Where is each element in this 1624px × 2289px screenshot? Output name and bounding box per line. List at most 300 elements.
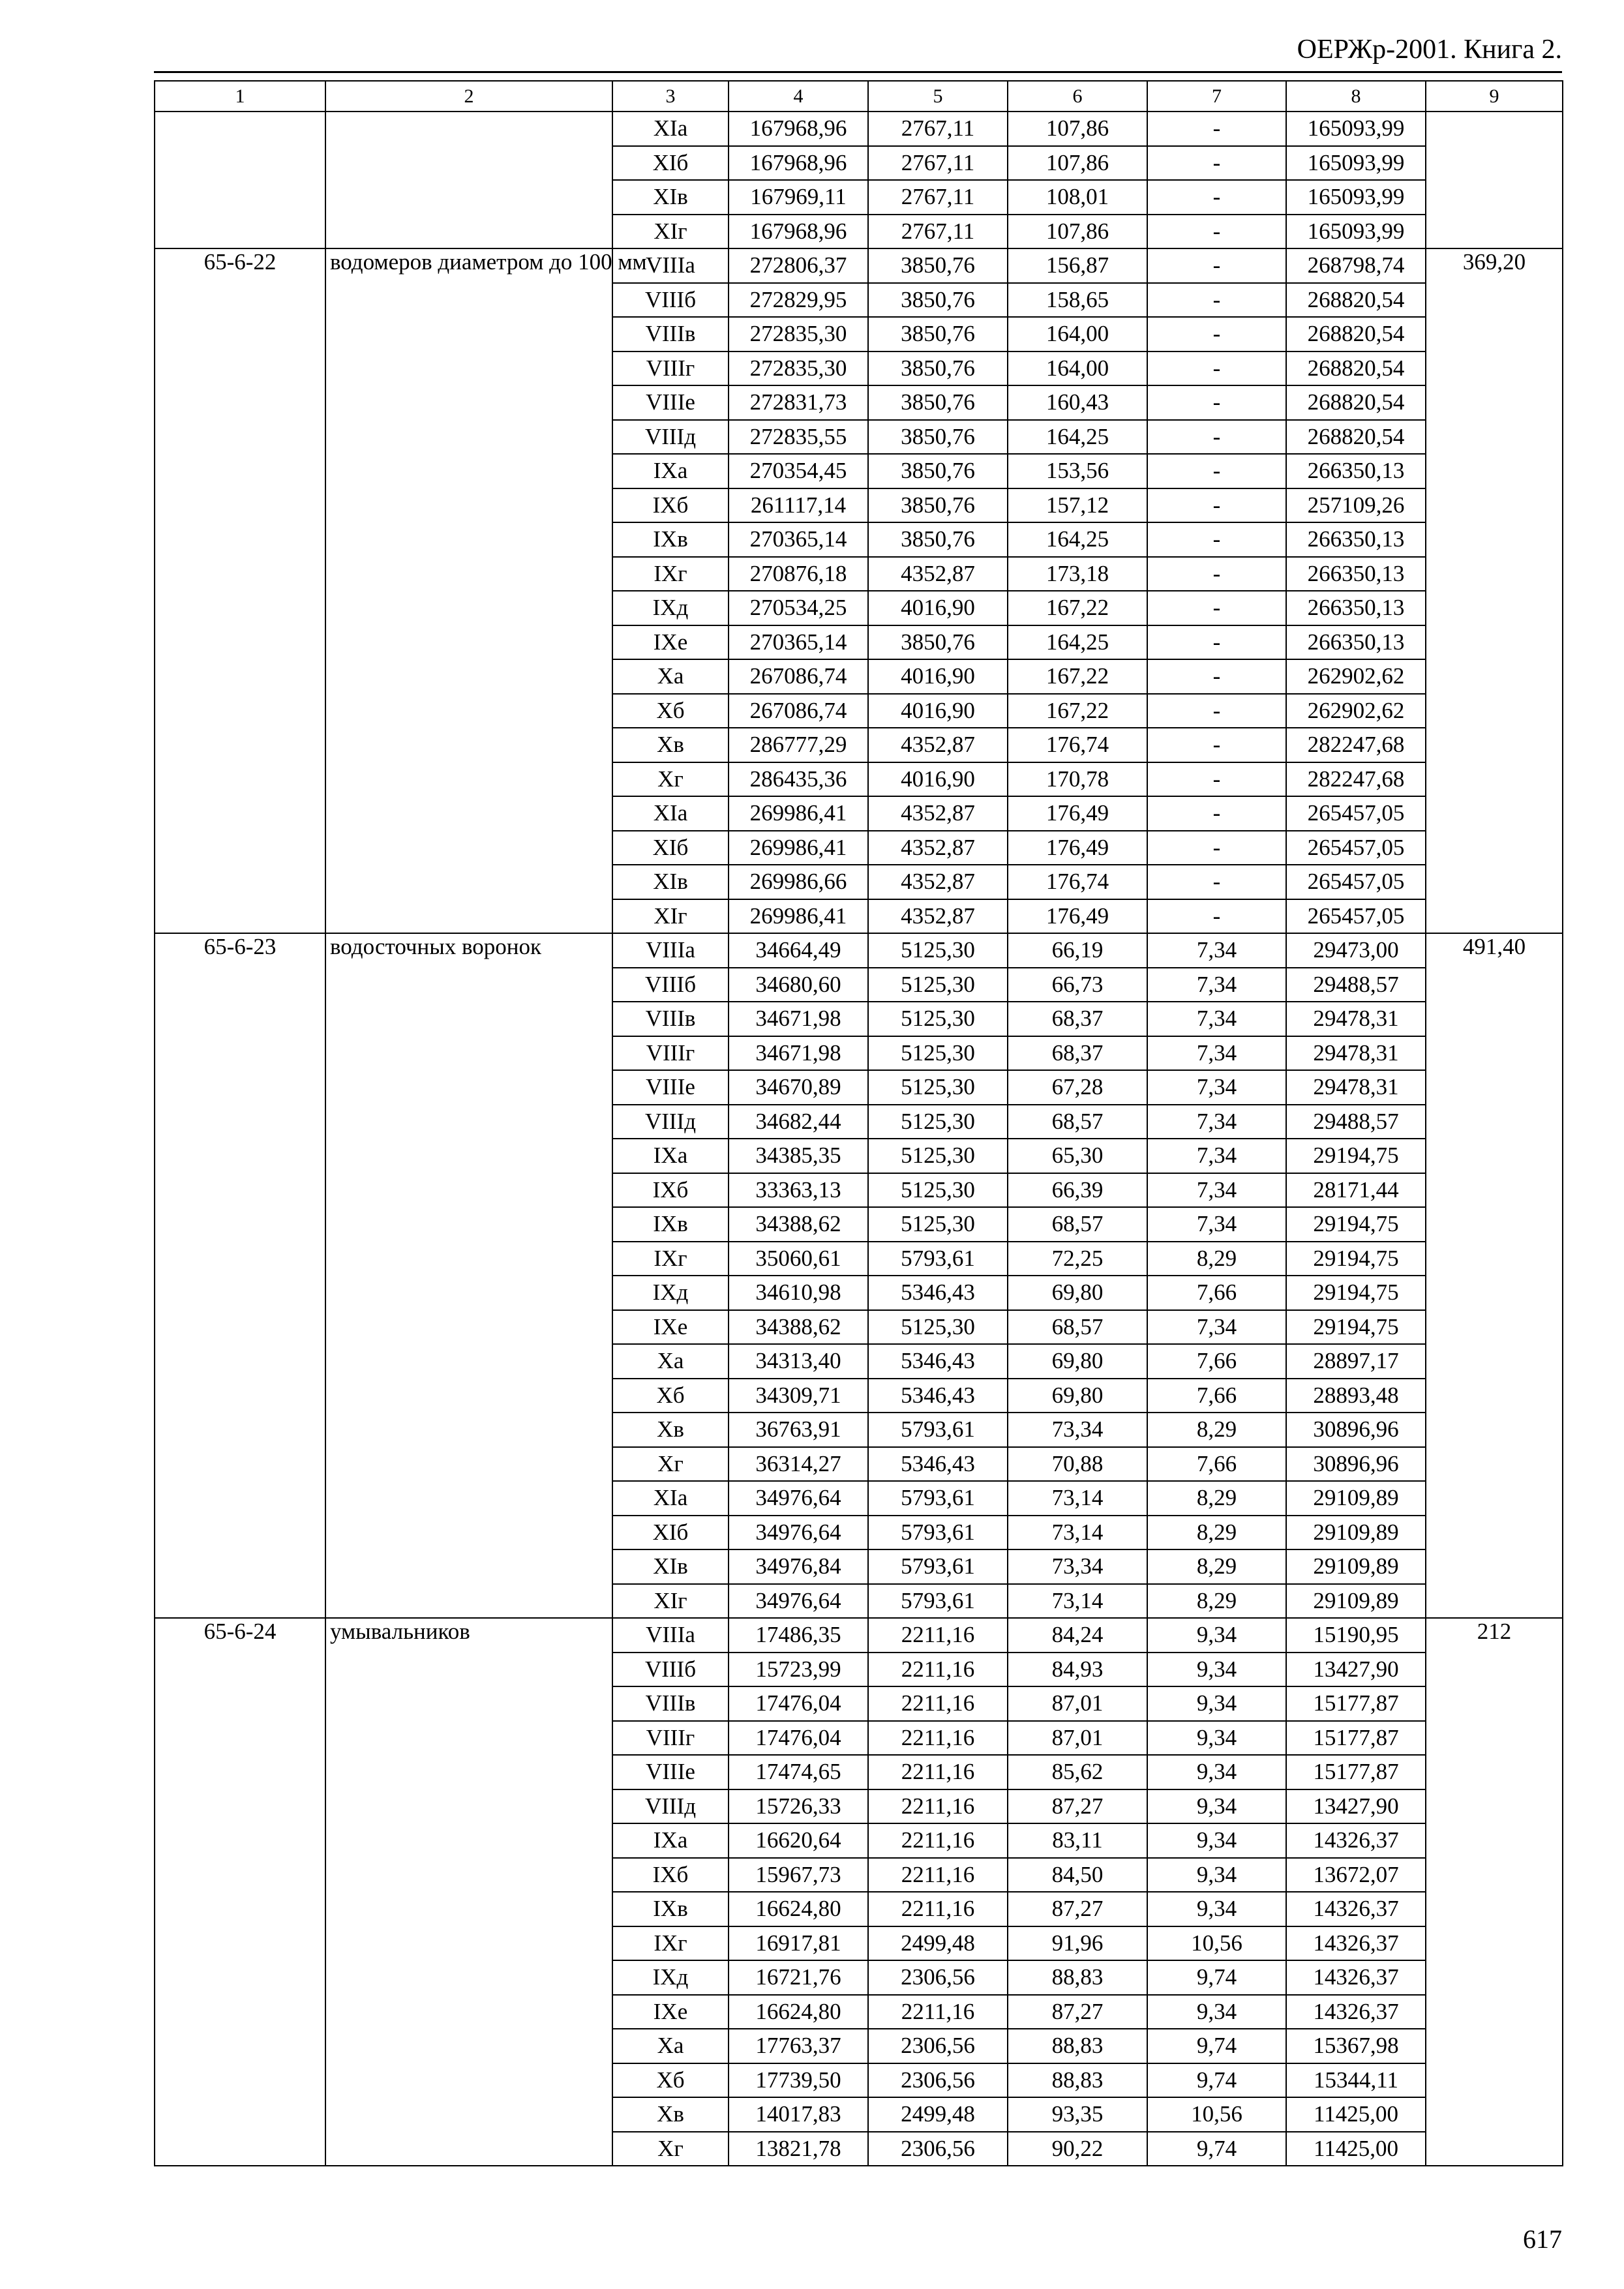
materials-cost-cell: 268798,74 — [1286, 248, 1426, 283]
materials-cost-cell: 13672,07 — [1286, 1858, 1426, 1893]
page-number: 617 — [1523, 2224, 1562, 2254]
machine-cost-cell: 69,80 — [1008, 1276, 1147, 1310]
machine-cost-cell: 91,96 — [1008, 1926, 1147, 1961]
zone-cell: VIIIе — [612, 385, 729, 420]
wages-cell: 4016,90 — [868, 591, 1008, 625]
driver-wages-cell: - — [1147, 180, 1286, 215]
driver-wages-cell: - — [1147, 420, 1286, 455]
total-cost-cell: 34682,44 — [729, 1105, 868, 1139]
driver-wages-cell: 9,34 — [1147, 1686, 1286, 1721]
zone-cell: Xв — [612, 2097, 729, 2132]
wages-cell: 3850,76 — [868, 283, 1008, 318]
materials-cost-cell: 15344,11 — [1286, 2063, 1426, 2098]
wages-cell: 2306,56 — [868, 2029, 1008, 2063]
materials-cost-cell: 266350,13 — [1286, 557, 1426, 591]
machine-cost-cell: 72,25 — [1008, 1242, 1147, 1276]
wages-cell: 5125,30 — [868, 968, 1008, 1002]
wages-cell: 2767,11 — [868, 180, 1008, 215]
materials-cost-cell: 29194,75 — [1286, 1276, 1426, 1310]
total-cost-cell: 34680,60 — [729, 968, 868, 1002]
wages-cell: 4352,87 — [868, 865, 1008, 899]
machine-cost-cell: 173,18 — [1008, 557, 1147, 591]
wages-cell: 2211,16 — [868, 1995, 1008, 2029]
driver-wages-cell: 8,29 — [1147, 1516, 1286, 1550]
name-cell: водосточных воронок — [325, 933, 612, 1618]
name-cell — [325, 112, 612, 248]
materials-cost-cell: 14326,37 — [1286, 1892, 1426, 1926]
driver-wages-cell: - — [1147, 728, 1286, 762]
total-cost-cell: 16624,80 — [729, 1995, 868, 2029]
zone-cell: VIIIа — [612, 1618, 729, 1653]
zone-cell: Xб — [612, 694, 729, 728]
total-cost-cell: 34664,49 — [729, 933, 868, 968]
machine-cost-cell: 167,22 — [1008, 694, 1147, 728]
driver-wages-cell: - — [1147, 659, 1286, 694]
machine-cost-cell: 66,73 — [1008, 968, 1147, 1002]
zone-cell: IXд — [612, 1960, 729, 1995]
wages-cell: 5346,43 — [868, 1447, 1008, 1482]
zone-cell: VIIIг — [612, 352, 729, 386]
machine-cost-cell: 176,49 — [1008, 796, 1147, 831]
wages-cell: 5125,30 — [868, 1002, 1008, 1036]
zone-cell: VIIIа — [612, 248, 729, 283]
wages-cell: 5346,43 — [868, 1344, 1008, 1379]
materials-cost-cell: 266350,13 — [1286, 522, 1426, 557]
total-cost-cell: 17739,50 — [729, 2063, 868, 2098]
machine-cost-cell: 87,27 — [1008, 1892, 1147, 1926]
driver-wages-cell: - — [1147, 283, 1286, 318]
driver-wages-cell: - — [1147, 385, 1286, 420]
total-cost-cell: 33363,13 — [729, 1173, 868, 1208]
zone-cell: IXд — [612, 591, 729, 625]
driver-wages-cell: 7,66 — [1147, 1276, 1286, 1310]
machine-cost-cell: 66,19 — [1008, 933, 1147, 968]
zone-cell: IXг — [612, 557, 729, 591]
driver-wages-cell: - — [1147, 625, 1286, 660]
total-cost-cell: 167968,96 — [729, 215, 868, 249]
wages-cell: 4352,87 — [868, 796, 1008, 831]
materials-cost-cell: 265457,05 — [1286, 865, 1426, 899]
zone-cell: XIа — [612, 112, 729, 146]
zone-cell: VIIIа — [612, 933, 729, 968]
total-cost-cell: 34976,64 — [729, 1516, 868, 1550]
driver-wages-cell: 9,74 — [1147, 2063, 1286, 2098]
materials-cost-cell: 29194,75 — [1286, 1139, 1426, 1173]
total-cost-cell: 267086,74 — [729, 694, 868, 728]
total-cost-cell: 35060,61 — [729, 1242, 868, 1276]
machine-cost-cell: 73,14 — [1008, 1481, 1147, 1516]
wages-cell: 3850,76 — [868, 248, 1008, 283]
driver-wages-cell: 9,34 — [1147, 1823, 1286, 1858]
driver-wages-cell: 7,34 — [1147, 968, 1286, 1002]
materials-cost-cell: 268820,54 — [1286, 420, 1426, 455]
materials-cost-cell: 14326,37 — [1286, 1960, 1426, 1995]
total-cost-cell: 269986,41 — [729, 831, 868, 865]
zone-cell: XIб — [612, 146, 729, 181]
driver-wages-cell: 7,34 — [1147, 1207, 1286, 1242]
driver-wages-cell: 7,34 — [1147, 1173, 1286, 1208]
driver-wages-cell: 9,34 — [1147, 1858, 1286, 1893]
zone-cell: VIIIб — [612, 968, 729, 1002]
machine-cost-cell: 88,83 — [1008, 1960, 1147, 1995]
code-cell: 65-6-23 — [155, 933, 325, 1618]
name-cell: умывальников — [325, 1618, 612, 2166]
total-cost-cell: 13821,78 — [729, 2132, 868, 2166]
total-cost-cell: 270534,25 — [729, 591, 868, 625]
code-cell: 65-6-24 — [155, 1618, 325, 2166]
table-row — [155, 1618, 1563, 1653]
wages-cell: 2211,16 — [868, 1823, 1008, 1858]
driver-wages-cell: 9,34 — [1147, 1618, 1286, 1653]
zone-cell: IXб — [612, 1858, 729, 1893]
zone-cell: XIа — [612, 796, 729, 831]
zone-cell: Xа — [612, 1344, 729, 1379]
driver-wages-cell: 9,34 — [1147, 1653, 1286, 1687]
machine-cost-cell: 87,27 — [1008, 1789, 1147, 1824]
table-row — [155, 112, 1563, 146]
total-cost-cell: 34313,40 — [729, 1344, 868, 1379]
materials-cost-cell: 15190,95 — [1286, 1618, 1426, 1653]
total-cost-cell: 16721,76 — [729, 1960, 868, 1995]
machine-cost-cell: 160,43 — [1008, 385, 1147, 420]
zone-cell: VIIIв — [612, 1002, 729, 1036]
materials-cost-cell: 282247,68 — [1286, 762, 1426, 797]
zone-cell: IXв — [612, 1207, 729, 1242]
materials-cost-cell: 165093,99 — [1286, 146, 1426, 181]
wages-cell: 2306,56 — [868, 2063, 1008, 2098]
zone-cell: IXг — [612, 1926, 729, 1961]
materials-cost-cell: 28171,44 — [1286, 1173, 1426, 1208]
machine-cost-cell: 67,28 — [1008, 1070, 1147, 1105]
wages-cell: 3850,76 — [868, 352, 1008, 386]
total-cost-cell: 17476,04 — [729, 1686, 868, 1721]
materials-cost-cell: 165093,99 — [1286, 112, 1426, 146]
zone-cell: VIIIв — [612, 317, 729, 352]
zone-cell: IXб — [612, 488, 729, 523]
total-cost-cell: 14017,83 — [729, 2097, 868, 2132]
materials-cost-cell: 29488,57 — [1286, 968, 1426, 1002]
driver-wages-cell: 7,34 — [1147, 1070, 1286, 1105]
total-cost-cell: 17476,04 — [729, 1721, 868, 1756]
machine-cost-cell: 107,86 — [1008, 112, 1147, 146]
zone-cell: VIIIд — [612, 420, 729, 455]
driver-wages-cell: - — [1147, 248, 1286, 283]
machine-cost-cell: 73,34 — [1008, 1549, 1147, 1584]
materials-cost-cell: 268820,54 — [1286, 385, 1426, 420]
total-cost-cell: 34670,89 — [729, 1070, 868, 1105]
wages-cell: 4352,87 — [868, 557, 1008, 591]
wages-cell: 2767,11 — [868, 215, 1008, 249]
zone-cell: Xг — [612, 2132, 729, 2166]
machine-cost-cell: 164,00 — [1008, 317, 1147, 352]
driver-wages-cell: - — [1147, 215, 1286, 249]
machine-cost-cell: 157,12 — [1008, 488, 1147, 523]
machine-cost-cell: 107,86 — [1008, 146, 1147, 181]
total-cost-cell: 272829,95 — [729, 283, 868, 318]
total-cost-cell: 34385,35 — [729, 1139, 868, 1173]
materials-cost-cell: 266350,13 — [1286, 591, 1426, 625]
wages-cell: 5793,61 — [868, 1413, 1008, 1447]
zone-cell: XIб — [612, 1516, 729, 1550]
table-row — [155, 248, 1563, 283]
materials-cost-cell: 268820,54 — [1286, 317, 1426, 352]
driver-wages-cell: - — [1147, 899, 1286, 934]
total-cost-cell: 34388,62 — [729, 1310, 868, 1345]
total-cost-cell: 17486,35 — [729, 1618, 868, 1653]
driver-wages-cell: 8,29 — [1147, 1242, 1286, 1276]
zone-cell: VIIIг — [612, 1721, 729, 1756]
total-cost-cell: 16624,80 — [729, 1892, 868, 1926]
materials-cost-cell: 30896,96 — [1286, 1413, 1426, 1447]
wages-cell: 5346,43 — [868, 1276, 1008, 1310]
total-cost-cell: 270876,18 — [729, 557, 868, 591]
driver-wages-cell: 10,56 — [1147, 2097, 1286, 2132]
column-number: 2 — [325, 81, 612, 112]
materials-cost-cell: 257109,26 — [1286, 488, 1426, 523]
wages-cell: 5125,30 — [868, 1070, 1008, 1105]
driver-wages-cell: 7,66 — [1147, 1344, 1286, 1379]
zone-cell: IXа — [612, 1139, 729, 1173]
driver-wages-cell: - — [1147, 865, 1286, 899]
zone-cell: XIб — [612, 831, 729, 865]
materials-cost-cell: 30896,96 — [1286, 1447, 1426, 1482]
driver-wages-cell: - — [1147, 112, 1286, 146]
code-cell — [155, 112, 325, 248]
wages-cell: 5125,30 — [868, 933, 1008, 968]
materials-cost-cell: 29109,89 — [1286, 1549, 1426, 1584]
total-cost-cell: 269986,41 — [729, 899, 868, 934]
machine-cost-cell: 65,30 — [1008, 1139, 1147, 1173]
column-number: 3 — [612, 81, 729, 112]
machine-cost-cell: 88,83 — [1008, 2029, 1147, 2063]
wages-cell: 5793,61 — [868, 1242, 1008, 1276]
wages-cell: 3850,76 — [868, 522, 1008, 557]
total-cost-cell: 270354,45 — [729, 454, 868, 488]
wages-cell: 2767,11 — [868, 112, 1008, 146]
machine-cost-cell: 93,35 — [1008, 2097, 1147, 2132]
column-number: 9 — [1426, 81, 1563, 112]
column-number: 5 — [868, 81, 1008, 112]
wages-cell: 5125,30 — [868, 1310, 1008, 1345]
machine-cost-cell: 167,22 — [1008, 659, 1147, 694]
zone-cell: XIв — [612, 180, 729, 215]
machine-cost-cell: 73,34 — [1008, 1413, 1147, 1447]
driver-wages-cell: - — [1147, 146, 1286, 181]
wages-cell: 5793,61 — [868, 1549, 1008, 1584]
wages-cell: 4016,90 — [868, 659, 1008, 694]
zone-cell: VIIIд — [612, 1789, 729, 1824]
wages-cell: 2306,56 — [868, 2132, 1008, 2166]
zone-cell: VIIIв — [612, 1686, 729, 1721]
total-cost-cell: 269986,66 — [729, 865, 868, 899]
wages-cell: 2499,48 — [868, 1926, 1008, 1961]
driver-wages-cell: - — [1147, 317, 1286, 352]
driver-wages-cell: 9,34 — [1147, 1892, 1286, 1926]
wages-cell: 4016,90 — [868, 694, 1008, 728]
driver-wages-cell: 7,66 — [1147, 1379, 1286, 1413]
driver-wages-cell: - — [1147, 352, 1286, 386]
wages-cell: 2211,16 — [868, 1755, 1008, 1789]
zone-cell: XIа — [612, 1481, 729, 1516]
zone-cell: IXд — [612, 1276, 729, 1310]
wages-cell: 4352,87 — [868, 899, 1008, 934]
machine-cost-cell: 85,62 — [1008, 1755, 1147, 1789]
driver-wages-cell: 7,34 — [1147, 1036, 1286, 1071]
zone-cell: Xв — [612, 728, 729, 762]
zone-cell: Xв — [612, 1413, 729, 1447]
machine-cost-cell: 84,93 — [1008, 1653, 1147, 1687]
extra-value-cell — [1426, 112, 1563, 248]
total-cost-cell: 269986,41 — [729, 796, 868, 831]
materials-cost-cell: 29478,31 — [1286, 1070, 1426, 1105]
wages-cell: 5793,61 — [868, 1516, 1008, 1550]
document-header-title: ОЕРЖр-2001. Книга 2. — [1297, 35, 1562, 65]
driver-wages-cell: 7,34 — [1147, 933, 1286, 968]
total-cost-cell: 286777,29 — [729, 728, 868, 762]
wages-cell: 2211,16 — [868, 1858, 1008, 1893]
driver-wages-cell: - — [1147, 591, 1286, 625]
driver-wages-cell: - — [1147, 522, 1286, 557]
zone-cell: Xг — [612, 762, 729, 797]
extra-value-cell: 369,20 — [1426, 248, 1563, 933]
total-cost-cell: 167968,96 — [729, 112, 868, 146]
materials-cost-cell: 262902,62 — [1286, 659, 1426, 694]
materials-cost-cell: 268820,54 — [1286, 283, 1426, 318]
materials-cost-cell: 28893,48 — [1286, 1379, 1426, 1413]
zone-cell: XIв — [612, 1549, 729, 1584]
zone-cell: Xб — [612, 2063, 729, 2098]
wages-cell: 2306,56 — [868, 1960, 1008, 1995]
wages-cell: 2211,16 — [868, 1789, 1008, 1824]
wages-cell: 4352,87 — [868, 728, 1008, 762]
driver-wages-cell: 7,34 — [1147, 1310, 1286, 1345]
materials-cost-cell: 29473,00 — [1286, 933, 1426, 968]
total-cost-cell: 167968,96 — [729, 146, 868, 181]
machine-cost-cell: 164,25 — [1008, 625, 1147, 660]
driver-wages-cell: 9,34 — [1147, 1721, 1286, 1756]
materials-cost-cell: 29478,31 — [1286, 1002, 1426, 1036]
extra-value-cell: 212 — [1426, 1618, 1563, 2166]
materials-cost-cell: 15177,87 — [1286, 1755, 1426, 1789]
wages-cell: 4016,90 — [868, 762, 1008, 797]
total-cost-cell: 34309,71 — [729, 1379, 868, 1413]
machine-cost-cell: 69,80 — [1008, 1379, 1147, 1413]
driver-wages-cell: - — [1147, 796, 1286, 831]
wages-cell: 3850,76 — [868, 488, 1008, 523]
machine-cost-cell: 108,01 — [1008, 180, 1147, 215]
code-cell: 65-6-22 — [155, 248, 325, 933]
materials-cost-cell: 11425,00 — [1286, 2132, 1426, 2166]
total-cost-cell: 17474,65 — [729, 1755, 868, 1789]
materials-cost-cell: 13427,90 — [1286, 1789, 1426, 1824]
zone-cell: Xа — [612, 2029, 729, 2063]
total-cost-cell: 286435,36 — [729, 762, 868, 797]
wages-cell: 5125,30 — [868, 1207, 1008, 1242]
wages-cell: 5793,61 — [868, 1584, 1008, 1619]
total-cost-cell: 34388,62 — [729, 1207, 868, 1242]
driver-wages-cell: 8,29 — [1147, 1413, 1286, 1447]
materials-cost-cell: 165093,99 — [1286, 180, 1426, 215]
zone-cell: Xг — [612, 1447, 729, 1482]
wages-cell: 5125,30 — [868, 1036, 1008, 1071]
zone-cell: VIIIд — [612, 1105, 729, 1139]
wages-cell: 2211,16 — [868, 1721, 1008, 1756]
extra-value-cell: 491,40 — [1426, 933, 1563, 1618]
zone-cell: IXб — [612, 1173, 729, 1208]
total-cost-cell: 261117,14 — [729, 488, 868, 523]
driver-wages-cell: 7,34 — [1147, 1139, 1286, 1173]
machine-cost-cell: 158,65 — [1008, 283, 1147, 318]
wages-cell: 2767,11 — [868, 146, 1008, 181]
materials-cost-cell: 11425,00 — [1286, 2097, 1426, 2132]
total-cost-cell: 272835,30 — [729, 352, 868, 386]
materials-cost-cell: 29109,89 — [1286, 1481, 1426, 1516]
total-cost-cell: 34671,98 — [729, 1036, 868, 1071]
wages-cell: 3850,76 — [868, 454, 1008, 488]
driver-wages-cell: 10,56 — [1147, 1926, 1286, 1961]
materials-cost-cell: 14326,37 — [1286, 1995, 1426, 2029]
driver-wages-cell: 7,34 — [1147, 1002, 1286, 1036]
column-number: 7 — [1147, 81, 1286, 112]
wages-cell: 5793,61 — [868, 1481, 1008, 1516]
column-number: 6 — [1008, 81, 1147, 112]
machine-cost-cell: 87,01 — [1008, 1686, 1147, 1721]
zone-cell: XIг — [612, 899, 729, 934]
zone-cell: VIIIе — [612, 1070, 729, 1105]
materials-cost-cell: 165093,99 — [1286, 215, 1426, 249]
materials-cost-cell: 15177,87 — [1286, 1721, 1426, 1756]
machine-cost-cell: 70,88 — [1008, 1447, 1147, 1482]
machine-cost-cell: 68,57 — [1008, 1105, 1147, 1139]
wages-cell: 3850,76 — [868, 317, 1008, 352]
wages-cell: 3850,76 — [868, 420, 1008, 455]
machine-cost-cell: 107,86 — [1008, 215, 1147, 249]
machine-cost-cell: 68,57 — [1008, 1207, 1147, 1242]
table-row — [155, 933, 1563, 968]
materials-cost-cell: 29109,89 — [1286, 1584, 1426, 1619]
materials-cost-cell: 29478,31 — [1286, 1036, 1426, 1071]
machine-cost-cell: 170,78 — [1008, 762, 1147, 797]
materials-cost-cell: 282247,68 — [1286, 728, 1426, 762]
wages-cell: 2211,16 — [868, 1653, 1008, 1687]
column-number-row — [155, 81, 1563, 112]
driver-wages-cell: 8,29 — [1147, 1549, 1286, 1584]
machine-cost-cell: 87,27 — [1008, 1995, 1147, 2029]
driver-wages-cell: - — [1147, 762, 1286, 797]
machine-cost-cell: 73,14 — [1008, 1516, 1147, 1550]
price-table — [154, 80, 1563, 2166]
materials-cost-cell: 29194,75 — [1286, 1242, 1426, 1276]
zone-cell: IXа — [612, 1823, 729, 1858]
total-cost-cell: 17763,37 — [729, 2029, 868, 2063]
driver-wages-cell: - — [1147, 488, 1286, 523]
materials-cost-cell: 262902,62 — [1286, 694, 1426, 728]
machine-cost-cell: 68,37 — [1008, 1002, 1147, 1036]
total-cost-cell: 34976,64 — [729, 1481, 868, 1516]
driver-wages-cell: 9,74 — [1147, 2132, 1286, 2166]
total-cost-cell: 270365,14 — [729, 625, 868, 660]
zone-cell: VIIIб — [612, 283, 729, 318]
materials-cost-cell: 29109,89 — [1286, 1516, 1426, 1550]
total-cost-cell: 34976,64 — [729, 1584, 868, 1619]
driver-wages-cell: - — [1147, 694, 1286, 728]
zone-cell: IXе — [612, 1995, 729, 2029]
materials-cost-cell: 15177,87 — [1286, 1686, 1426, 1721]
driver-wages-cell: - — [1147, 557, 1286, 591]
wages-cell: 2499,48 — [868, 2097, 1008, 2132]
materials-cost-cell: 266350,13 — [1286, 454, 1426, 488]
total-cost-cell: 16917,81 — [729, 1926, 868, 1961]
